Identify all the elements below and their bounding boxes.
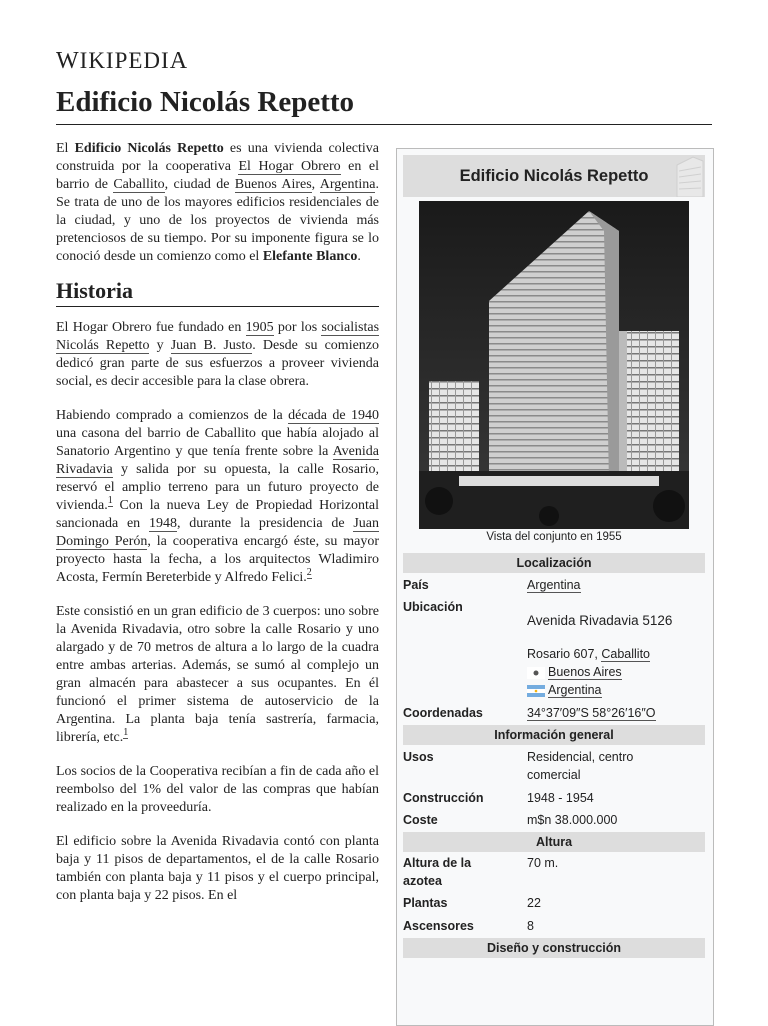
link-juan-domingo-peron[interactable]: Juan Domingo Perón <box>56 516 379 549</box>
infobox <box>396 148 714 1026</box>
value-pais-link[interactable]: Argentina <box>527 578 581 592</box>
value-ubicacion-country <box>527 681 707 699</box>
value-plantas: 22 <box>527 896 541 910</box>
section-informacion-general: Información general <box>403 725 705 745</box>
value-coste: m$n 38.000.000 <box>527 813 618 827</box>
label-plantas: Plantas <box>403 896 448 910</box>
section-localizacion: Localización <box>403 553 705 573</box>
title-divider <box>56 124 712 125</box>
link-decada-1940[interactable]: década de 1940 <box>288 408 379 423</box>
logo-letter-a: A <box>169 48 189 74</box>
link-caballito-infobox[interactable]: Caballito <box>601 647 650 661</box>
building-photo <box>419 201 689 529</box>
label-coste: Coste <box>403 813 438 827</box>
article-body <box>56 140 379 921</box>
label-ascensores: Ascensores <box>403 919 474 933</box>
wikipedia-logo[interactable] <box>56 48 188 75</box>
value-ascensores: 8 <box>527 919 534 933</box>
page-title: Edificio Nicolás Repetto <box>56 86 355 118</box>
historia-paragraph-1: El Hogar Obrero fue fundado en 1905 por los socialistas Nicolás Repetto y Juan B. Justo. Desde su comienzo dedicó gran parte de sus esfuerzos a proveer vivienda social, es decir accesible para la clase obrera. <box>56 320 380 389</box>
infobox-title: Edificio Nicolás Repetto <box>403 155 705 197</box>
argentina-flag-icon <box>527 685 545 697</box>
photo-caption: Vista del conjunto en 1955 <box>486 531 622 543</box>
value-altura-azotea: 70 m. <box>527 856 559 870</box>
logo-letters: IKIPEDI <box>79 48 170 73</box>
footnote-ref-2[interactable]: 2 <box>306 567 312 579</box>
link-juan-b-justo[interactable]: Juan B. Justo <box>170 338 253 353</box>
link-el-hogar-obrero[interactable]: El Hogar Obrero <box>238 159 341 174</box>
bold-elefante-blanco: Elefante Blanco <box>262 249 358 264</box>
value-usos: Residencial, centro comercial <box>527 750 634 782</box>
historia-paragraph-3: Este consistió en un gran edificio de 3 cuerpos: uno sobre la Avenida Rivadavia, otro sobre la calle Rosario y uno alargado y de 70 metros de altura a lo largo de la cuadra entre ambas arterias. Además, se sumó al complejo un gran almacén para abastecer a sus ocupantes. En él funcionó el primer sistema de autoservicio de la Argentina. La planta baja tenía sastrería, farmacia, librería, etc.$^1$ <box>56 604 379 745</box>
label-pais: País <box>403 578 429 592</box>
logo-letter-w: W <box>56 48 80 74</box>
link-buenos-aires[interactable]: Buenos Aires <box>234 177 312 192</box>
building-icon <box>663 155 705 197</box>
value-coordenadas-link[interactable]: 34°37′09″S 58°26′16″O <box>527 706 656 720</box>
link-1948[interactable]: 1948 <box>148 516 177 531</box>
historia-paragraph-5: El edificio sobre la Avenida Rivadavia contó con planta baja y 11 pisos de departamentos, el de la calle Rosario también con planta baja y 11 pisos y el cuerpo principal, con planta baja y 22 pisos. En el <box>56 834 379 903</box>
footnote-ref-1b[interactable]: 1 <box>123 727 129 739</box>
label-ubicacion: Ubicación <box>403 600 463 614</box>
label-usos: Usos <box>403 750 434 764</box>
label-construccion: Construcción <box>403 791 484 805</box>
link-1905[interactable]: 1905 <box>245 320 274 335</box>
link-caballito[interactable]: Caballito <box>113 177 165 192</box>
link-nicolas-repetto[interactable]: Nicolás Repetto <box>56 338 150 353</box>
link-argentina-infobox[interactable]: Argentina <box>548 683 602 697</box>
section-heading-historia: Historia <box>56 282 379 307</box>
bold-title: Edificio Nicolás Repetto <box>74 141 224 156</box>
value-ubicacion-city <box>527 663 707 681</box>
value-construccion: 1948 - 1954 <box>527 791 594 805</box>
buenos-aires-flag-icon <box>527 667 545 679</box>
historia-paragraph-2: Habiendo comprado a comienzos de la década de 1940 una casona del barrio de Caballito que había alojado al Sanatorio Argentino y que tenía frente sobre la Avenida Rivadavia y salida por su opuesta, la calle Rosario, reservó el amplio terreno para un futuro proyecto de vivienda.$^1$ Con la nueva Ley de Propiedad Horizontal sancionada en 1948, durante la presidencia de Juan Domingo Perón, la cooperativa encargó éste, su mayor proyecto hasta la fecha, a los arquitectos Wladimiro Acosta, Fermín Bereterbide y Alfredo Felici.$^2$ <box>56 408 379 585</box>
link-argentina[interactable]: Argentina <box>319 177 376 192</box>
link-buenos-aires-infobox[interactable]: Buenos Aires <box>548 665 622 679</box>
link-socialistas[interactable]: socialistas <box>321 320 380 335</box>
value-ubicacion-line1: Avenida Rivadavia 5126 <box>527 613 673 628</box>
label-coordenadas: Coordenadas <box>403 706 483 720</box>
intro-paragraph: El Edificio Nicolás Repetto es una vivienda colectiva construida por la cooperativa El Hogar Obrero en el barrio de Caballito, ciudad de Buenos Aires, Argentina. Se trata de uno de los mayores edificios residenciales de la ciudad, y uno de los proyectos de vivienda más pretenciosos de su tiempo. Por su imponente figura se lo conoció desde un comienzo como el Elefante Blanco. <box>56 141 379 264</box>
link-avenida-rivadavia[interactable]: Avenida Rivadavia <box>56 444 379 477</box>
label-altura-azotea: Altura de la azotea <box>403 856 472 888</box>
footnote-ref-1[interactable]: 1 <box>107 495 113 507</box>
section-diseno-construccion: Diseño y construcción <box>403 938 705 958</box>
value-ubicacion-line2: Rosario 607, Caballito <box>527 647 650 661</box>
historia-paragraph-4: Los socios de la Cooperativa recibían a fin de cada año el reembolso del 1% del valor de las compras que habían realizado en la proveeduría. <box>56 764 379 815</box>
section-altura: Altura <box>403 832 705 852</box>
